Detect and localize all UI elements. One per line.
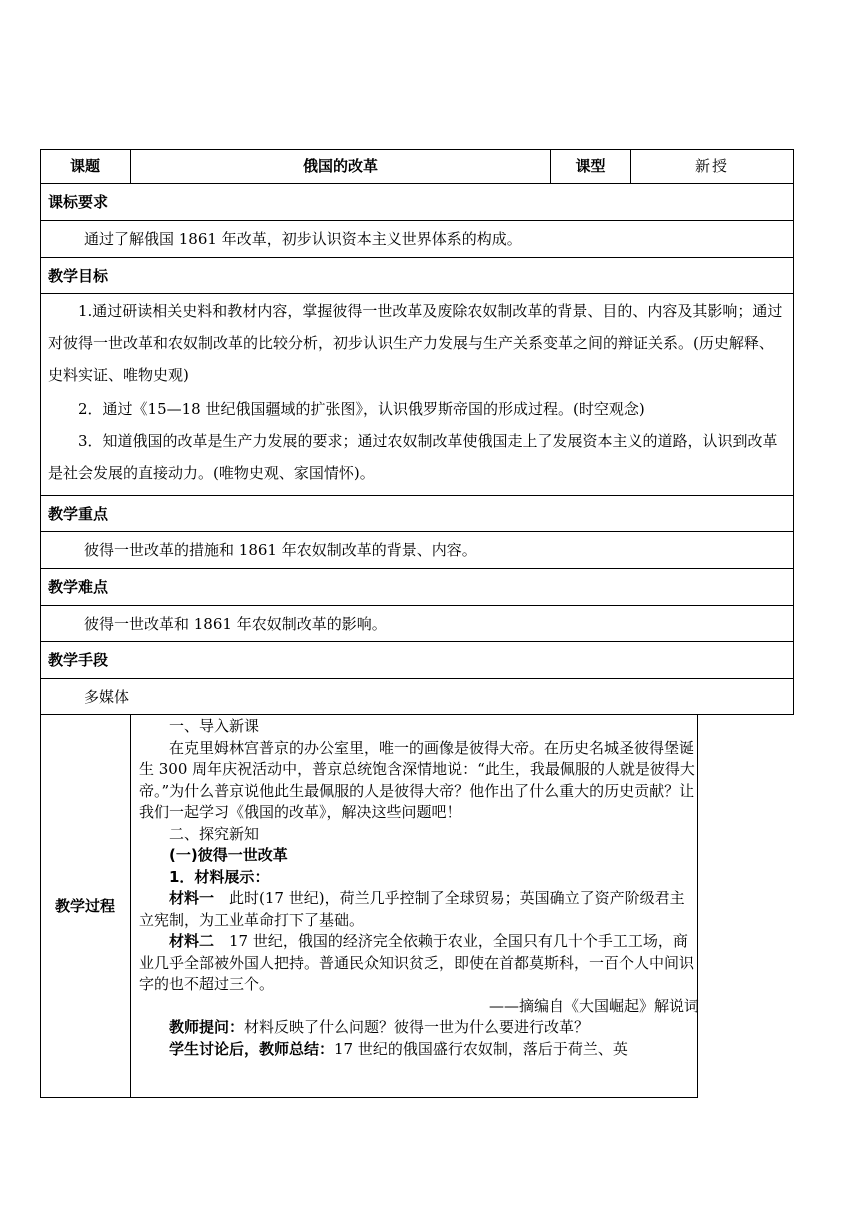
- material-two-label: 材料二: [169, 932, 215, 950]
- table-border-right: [793, 149, 794, 715]
- key-points-text: 彼得一世改革的措施和 1861 年农奴制改革的背景、内容。: [84, 541, 477, 559]
- standard-text: 通过了解俄国 1861 年改革，初步认识资本主义世界体系的构成。: [84, 230, 522, 248]
- table-divider: [40, 678, 794, 679]
- teacher-summary: [139, 1039, 699, 1061]
- table-divider: [40, 714, 794, 715]
- type-label: 课型: [575, 157, 606, 175]
- process-content: [139, 716, 699, 1060]
- table-border-bottom: [40, 1097, 698, 1098]
- table-divider: [40, 495, 794, 496]
- table-divider: [40, 257, 794, 258]
- material-two: [139, 931, 699, 996]
- table-divider: [40, 220, 794, 221]
- material-one: [139, 888, 699, 931]
- table-border-top: [40, 149, 794, 150]
- difficulties-text: 彼得一世改革和 1861 年农奴制改革的影响。: [84, 615, 387, 633]
- standard-title: 课标要求: [48, 193, 109, 211]
- material-one-text: 此时(17 世纪)，荷兰几乎控制了全球贸易；英国确立了资产阶级君主立宪制，为工业革命打下了基础。: [139, 889, 685, 929]
- table-divider: [40, 568, 794, 569]
- objective-item: 1.通过研读相关史料和教材内容，掌握彼得一世改革及废除农奴制改革的背景、目的、内容及其影响；通过对彼得一世改革和农奴制改革的比较分析，初步认识生产力发展与生产关系变革之间的辩证关系。(历史解释、史料实证、唯物史观): [48, 302, 783, 384]
- objectives-title: 教学目标: [48, 267, 109, 285]
- intro-text: 在克里姆林宫普京的办公室里，唯一的画像是彼得大帝。在历史名城圣彼得堡诞生 300 周年庆祝活动中，普京总统饱含深情地说：“此生，我最佩服的人就是彼得大帝。”为什么普京说他此生最佩服的人是彼得大帝？他作出了什么重大的历史贡献？让我们一起学习《俄国的改革》，解决这些问题吧！: [139, 738, 695, 821]
- question-text: 材料反映了什么问题？彼得一世为什么要进行改革？: [244, 1018, 590, 1036]
- process-title: 教学过程: [54, 897, 115, 915]
- means-title: 教学手段: [48, 651, 109, 669]
- difficulties-title: 教学难点: [48, 578, 109, 596]
- key-points-title: 教学重点: [48, 505, 109, 523]
- sub-heading: (一)彼得一世改革: [169, 846, 288, 864]
- material-source: ——摘编自《大国崛起》解说词: [488, 996, 699, 1015]
- table-divider: [40, 605, 794, 606]
- table-divider: [40, 183, 794, 184]
- type-value: 新授: [694, 157, 729, 175]
- material-one-label: 材料一: [169, 889, 215, 907]
- topic-value: 俄国的改革: [302, 157, 378, 175]
- objective-item: 2．通过《15—18 世纪俄国疆域的扩张图》，认识俄罗斯帝国的形成过程。(时空观念): [78, 400, 645, 418]
- topic-label: 课题: [69, 157, 100, 175]
- table-divider: [40, 293, 794, 294]
- material-two-text: 17 世纪，俄国的经济完全依赖于农业，全国只有几十个手工工场，商业几乎全部被外国人把持。普通民众知识贫乏，即使在首都莫斯科，一百个人中间识字的也不超过三个。: [139, 932, 695, 993]
- explore-heading: 二、探究新知: [169, 824, 260, 843]
- material-heading: 1．材料展示：: [169, 867, 270, 886]
- teacher-question: [139, 1017, 699, 1039]
- table-divider: [40, 641, 794, 642]
- table-divider: [40, 531, 794, 532]
- objective-item: 3．知道俄国的改革是生产力发展的要求；通过农奴制改革使俄国走上了发展资本主义的道路，认识到改革是社会发展的直接动力。(唯物史观、家国情怀)。: [48, 432, 778, 482]
- means-text: 多媒体: [84, 688, 130, 706]
- table-border-left: [40, 149, 41, 1098]
- summary-text: 17 世纪的俄国盛行农奴制，落后于荷兰、英: [334, 1039, 628, 1058]
- question-label: 教师提问：: [169, 1018, 245, 1036]
- table-divider-v: [130, 714, 131, 1098]
- summary-label: 学生讨论后，教师总结：: [169, 1039, 335, 1058]
- intro-heading: 一、导入新课: [169, 717, 260, 735]
